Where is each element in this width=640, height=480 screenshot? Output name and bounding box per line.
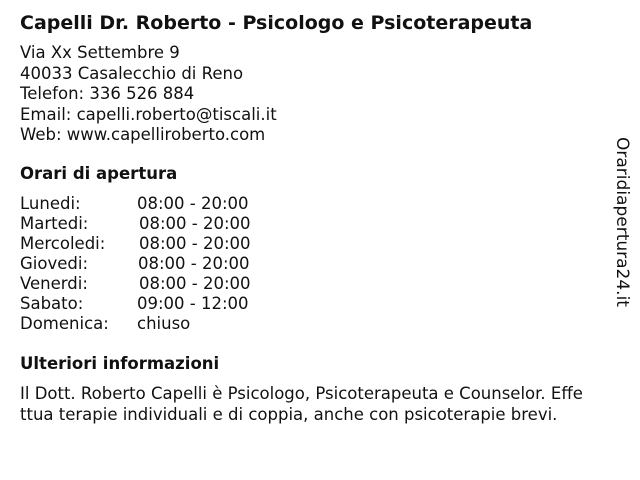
hours-row-sunday [20, 314, 251, 334]
day-label: Sabato: [20, 294, 84, 313]
hours-row-saturday [20, 294, 251, 314]
time-value: 08:00 - 20:00 [137, 194, 249, 213]
additional-info-text [20, 384, 590, 425]
time-value: 08:00 - 20:00 [139, 274, 251, 293]
phone-number: Telefon: 336 526 884 [20, 84, 195, 103]
hours-row-wednesday [20, 234, 251, 254]
time-value: 08:00 - 20:00 [139, 234, 251, 253]
time-value: 08:00 - 20:00 [139, 214, 251, 233]
time-value: chiuso [137, 314, 191, 333]
time-value: 09:00 - 12:00 [137, 294, 249, 313]
hours-row-friday [20, 274, 251, 294]
watermark-text: Oraridiapertura24.it [612, 137, 632, 307]
day-label: Mercoledi: [20, 234, 106, 253]
hours-row-thursday [20, 254, 251, 274]
additional-info-heading: Ulteriori informazioni [20, 354, 220, 373]
website-address: Web: www.capelliroberto.com [20, 125, 266, 144]
day-label: Lunedi: [20, 194, 81, 213]
opening-hours-heading: Orari di apertura [20, 164, 178, 183]
day-label: Domenica: [20, 314, 109, 333]
day-label: Martedi: [20, 214, 89, 233]
page-title: Capelli Dr. Roberto - Psicologo e Psicoterapeuta [20, 12, 533, 34]
opening-hours-table [20, 194, 251, 334]
day-label: Giovedi: [20, 254, 88, 273]
hours-row-monday [20, 194, 251, 214]
contact-block [20, 43, 277, 146]
info-line: ttua terapie individuali e di coppia, anche con psicoterapie brevi. [20, 404, 558, 424]
info-line: Il Dott. Roberto Capelli è Psicologo, Psicoterapeuta e Counselor. Effe [20, 384, 583, 403]
time-value: 08:00 - 20:00 [138, 254, 250, 273]
street-address: Via Xx Settembre 9 [20, 43, 180, 62]
day-label: Venerdi: [20, 274, 88, 293]
city-address: 40033 Casalecchio di Reno [20, 63, 244, 83]
email-address: Email: capelli.roberto@tiscali.it [20, 104, 277, 124]
hours-row-tuesday [20, 214, 251, 234]
